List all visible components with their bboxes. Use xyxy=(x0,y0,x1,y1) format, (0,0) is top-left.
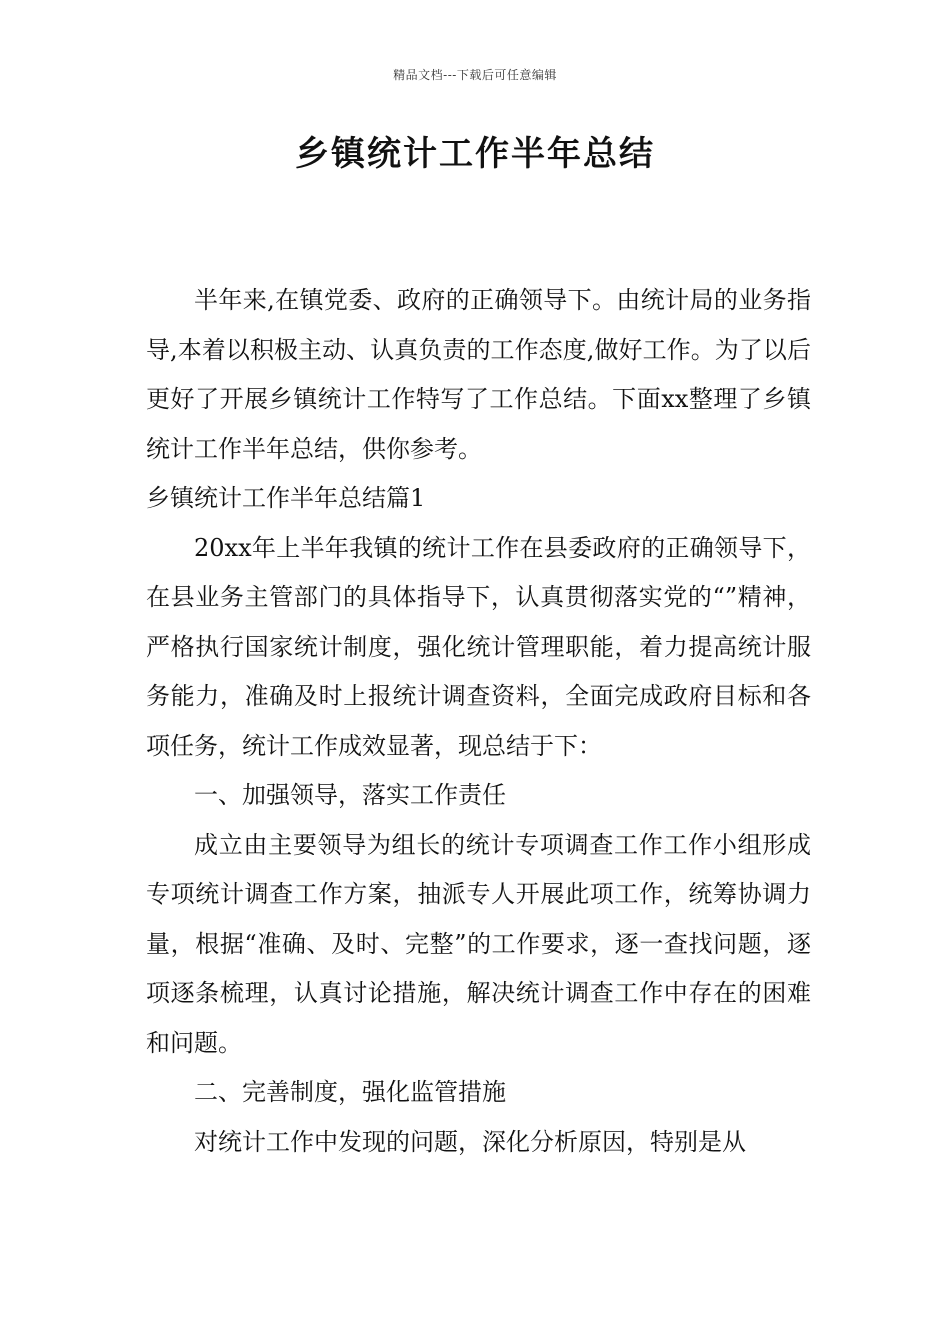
body-paragraph: 20xx年上半年我镇的统计工作在县委政府的正确领导下，在县业务主管部门的具体指导下，认真贯彻落实党的“”精神，严格执行国家统计制度，强化统计管理职能，着力提高统计服务能力，准确及时上报统计调查资料，全面完成政府目标和各项任务，统计工作成效显著，现总结于下： xyxy=(146,533,811,760)
document-body xyxy=(146,276,811,1167)
document-title: 乡镇统计工作半年总结 xyxy=(295,134,655,174)
subheading-2: 二、完善制度，强化监管措施 xyxy=(194,1078,506,1106)
body-paragraph: 成立由主要领导为组长的统计专项调查工作工作小组形成专项统计调查工作方案，抽派专人开展此项工作，统筹协调力量，根据“准确、及时、完整”的工作要求，逐一查找问题，逐项逐条梳理，认真讨论措施，解决统计调查工作中存在的困难和问题。 xyxy=(146,830,811,1057)
header-note: 精品文档---下载后可任意编辑 xyxy=(393,68,557,82)
intro-paragraph: 半年来,在镇党委、政府的正确领导下。由统计局的业务指导,本着以积极主动、认真负责的工作态度,做好工作。为了以后更好了开展乡镇统计工作特写了工作总结。下面xx整理了乡镇统计工作半年总结，供你参考。 xyxy=(146,286,811,463)
body-paragraph: 对统计工作中发现的问题，深化分析原因，特别是从 xyxy=(194,1127,746,1156)
subheading-1: 一、加强领导，落实工作责任 xyxy=(194,781,506,809)
section-heading: 乡镇统计工作半年总结篇1 xyxy=(146,484,426,512)
